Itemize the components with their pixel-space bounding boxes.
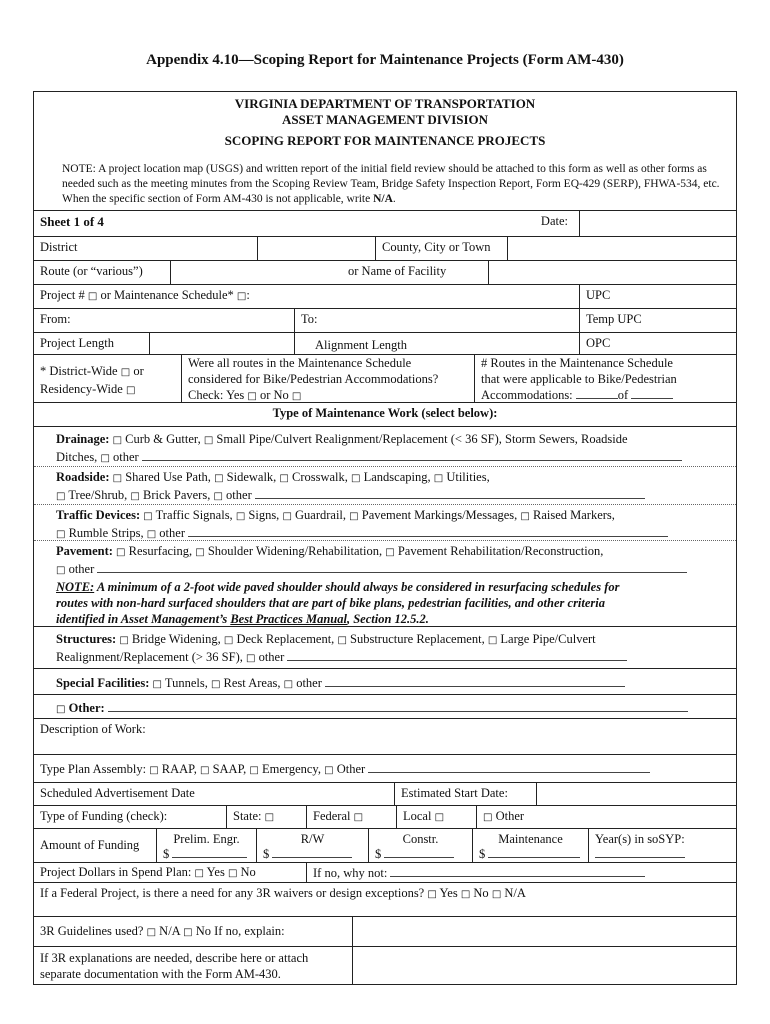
page-title: Appendix 4.10—Scoping Report for Maintenance Projects (Form AM-430) — [146, 52, 624, 68]
spend-no-checkbox[interactable]: □ — [227, 868, 238, 879]
division-name: ASSET MANAGEMENT DIVISION — [281, 112, 489, 127]
large-pipe-checkbox[interactable]: □ — [487, 635, 498, 646]
spend-plan-row — [34, 862, 736, 882]
routes-row — [34, 354, 736, 402]
special-row — [34, 668, 736, 694]
project-label: Project # □ or Maintenance Schedule* □: — [40, 288, 250, 302]
description-label: Description of Work: — [40, 722, 146, 736]
small-pipe-checkbox[interactable]: □ — [203, 435, 214, 446]
routes-total-field[interactable] — [631, 387, 673, 399]
sched-adv-label: Scheduled Advertisement Date — [40, 786, 195, 800]
routes-count: # Routes in the Maintenance Schedule that were applicable to Bike/Pedestrian Accommodations: of — [474, 355, 736, 402]
pavement-note: NOTE: A minimum of a 2-foot wide paved shoulder should always be considered in resurfacing schedules for routes with non-hard surfaced shoulders that are part of bike plans, pedestrian facilities, and other criteria identified in Asset Management’s Best Practices Manual, Section 12.5.2. — [56, 580, 620, 626]
raised-markers-checkbox[interactable]: □ — [520, 511, 530, 522]
state-option[interactable]: State: □ — [226, 806, 306, 828]
description-row — [34, 718, 736, 754]
explain-label: If 3R explanations are needed, describe here or attach separate documentation with the Form AM-430. — [40, 951, 309, 981]
project-length-label: Project Length — [40, 336, 114, 350]
raap-checkbox[interactable]: □ — [149, 765, 159, 776]
opc-label: OPC — [579, 333, 736, 354]
deck-replacement-checkbox[interactable]: □ — [223, 635, 234, 646]
other-work-checkbox[interactable]: □ — [56, 704, 66, 715]
traffic-row — [34, 504, 736, 540]
roadside-other-checkbox[interactable]: □ — [213, 491, 223, 502]
waiver-no-checkbox[interactable]: □ — [460, 889, 471, 900]
funding-type-label: Type of Funding (check): — [40, 809, 168, 823]
traffic-other-field[interactable] — [188, 525, 668, 537]
drainage-row — [34, 426, 736, 466]
district-wide-checkbox[interactable]: □ — [120, 367, 131, 378]
utilities-checkbox[interactable]: □ — [433, 473, 444, 484]
plan-other-field[interactable] — [368, 761, 650, 773]
crosswalk-checkbox[interactable]: □ — [279, 473, 289, 484]
special-other-field[interactable] — [325, 675, 625, 687]
saap-checkbox[interactable]: □ — [200, 765, 210, 776]
from-row — [34, 308, 736, 332]
maintenance-amount: Maintenance $ — [472, 829, 588, 862]
upc-label: UPC — [579, 285, 736, 308]
maintenance-title: Type of Maintenance Work (select below): — [272, 406, 498, 420]
guidelines: 3R Guidelines used? □ N/A □ No If no, explain: — [40, 924, 285, 938]
waiver-yes-checkbox[interactable]: □ — [427, 889, 437, 900]
sidewalk-checkbox[interactable]: □ — [214, 473, 224, 484]
routes-question: Were all routes in the Maintenance Schedule considered for Bike/Pedestrian Accommodations? Check: Yes □ or No □ — [181, 355, 474, 402]
structures-options: Structures: □ Bridge Widening, □ Deck Replacement, □ Substructure Replacement, □ Large Pipe/Culvert Realignment/Replacement (> 36 SF), □ other — [56, 631, 716, 667]
substructure-checkbox[interactable]: □ — [337, 635, 347, 646]
district-field[interactable] — [257, 237, 375, 260]
landscaping-checkbox[interactable]: □ — [351, 473, 361, 484]
plan-row — [34, 754, 736, 782]
roadside-options: Roadside: □ Shared Use Path, □ Sidewalk, □ Crosswalk, □ Landscaping, □ Utilities, □ Tree/Shrub, □ Brick Pavers, □ other — [56, 469, 716, 505]
sheet-label: Sheet 1 of 4 — [40, 214, 104, 229]
pavement-options: Pavement: □ Resurfacing, □ Shoulder Widening/Rehabilitation, □ Pavement Rehabilitation/Reconstruction, □ other NOTE: A minimum of a 2-foot wide paved shoulder should always be considered in resurfacing schedules for routes with non-hard surfaced shoulders that are part of bike plans, pedestrian facilities, and other criteria identified in Asset Management’s Best Practices Manual, Section 12.5.2. — [56, 543, 716, 627]
est-start-field[interactable] — [536, 783, 736, 805]
years-field[interactable] — [595, 846, 685, 858]
resurfacing-checkbox[interactable]: □ — [116, 547, 126, 558]
project-length-field[interactable] — [149, 333, 294, 354]
project-checkbox[interactable]: □ — [87, 291, 98, 302]
local-option[interactable]: Local □ — [396, 806, 476, 828]
traffic-options: Traffic Devices: □ Traffic Signals, □ Signs, □ Guardrail, □ Pavement Markings/Messages, □ Raised Markers, □ Rumble Strips, □ other — [56, 507, 716, 543]
years-sosyp: Year(s) in soSYP: — [588, 829, 736, 862]
explain-field[interactable] — [352, 947, 736, 984]
federal-option[interactable]: Federal □ — [306, 806, 396, 828]
plan-assembly: Type Plan Assembly: □ RAAP, □ SAAP, □ Emergency, □ Other — [34, 755, 736, 782]
district-row — [34, 236, 736, 260]
county-label: County, City or Town — [375, 237, 507, 260]
constr: Constr. $ — [368, 829, 472, 862]
constr-field[interactable] — [384, 846, 454, 858]
special-options: Special Facilities: □ Tunnels, □ Rest Areas, □ other — [56, 675, 716, 693]
drainage-options: Drainage: □ Curb & Gutter, □ Small Pipe/Culvert Realignment/Replacement (< 36 SF), Storm Sewers, Roadside Ditches, □ other — [56, 431, 716, 467]
schedule-row — [34, 782, 736, 805]
form-note: NOTE: A project location map (USGS) and written report of the initial field review should be attached to this form as well as other forms as needed such as the meeting minutes from the Scoping Review Team, Bridge Safety Inspection Report, Form EQ-429 (SERP), FHWA-534, etc. When the specific section of Form AM-430 is not applicable, write N/A. — [62, 163, 720, 205]
curb-gutter-checkbox[interactable]: □ — [112, 435, 123, 446]
waiver-na-checkbox[interactable]: □ — [491, 889, 502, 900]
funding-other-option[interactable]: □ Other — [476, 806, 594, 828]
spend-yes-checkbox[interactable]: □ — [194, 868, 204, 879]
roadside-row — [34, 466, 736, 504]
guidelines-explain-field[interactable] — [352, 917, 736, 946]
agency-name: VIRGINIA DEPARTMENT OF TRANSPORTATION — [234, 96, 536, 111]
residency-wide-checkbox[interactable]: □ — [125, 385, 136, 396]
brick-pavers-checkbox[interactable]: □ — [130, 491, 140, 502]
guardrail-checkbox[interactable]: □ — [282, 511, 292, 522]
shared-use-path-checkbox[interactable]: □ — [112, 473, 123, 484]
rw-field[interactable] — [272, 846, 352, 858]
maintenance-title-row — [34, 402, 736, 426]
county-field[interactable] — [507, 237, 736, 260]
special-other-checkbox[interactable]: □ — [283, 679, 294, 690]
routes-yes-checkbox[interactable]: □ — [247, 391, 257, 402]
route-label: Route (or “various”) — [40, 264, 143, 278]
emergency-checkbox[interactable]: □ — [249, 765, 259, 776]
state-checkbox[interactable]: □ — [264, 812, 275, 823]
drainage-other-field[interactable] — [142, 449, 682, 461]
maint-field[interactable] — [488, 846, 580, 858]
amount-label: Amount of Funding — [40, 838, 140, 852]
other-row — [34, 694, 736, 718]
facility-label: or Name of Facility — [348, 264, 447, 278]
structures-row — [34, 626, 736, 668]
amount-row — [34, 828, 736, 862]
pavement-markings-checkbox[interactable]: □ — [349, 511, 359, 522]
route-row — [34, 260, 736, 284]
shoulder-widening-checkbox[interactable]: □ — [195, 547, 205, 558]
date-field[interactable] — [579, 211, 736, 236]
tunnels-checkbox[interactable]: □ — [152, 679, 162, 690]
traffic-other-checkbox[interactable]: □ — [146, 529, 157, 540]
spend-plan: Project Dollars in Spend Plan: □ Yes □ No — [40, 865, 256, 879]
pavement-rehab-checkbox[interactable]: □ — [385, 547, 395, 558]
district-wide-label: * District-Wide □ or Residency-Wide □ — [40, 364, 144, 396]
pavement-other-checkbox[interactable]: □ — [56, 565, 66, 576]
routes-count-field[interactable] — [576, 387, 618, 399]
rest-areas-checkbox[interactable]: □ — [210, 679, 221, 690]
traffic-signals-checkbox[interactable]: □ — [143, 511, 153, 522]
form-header — [34, 96, 736, 149]
funding-type-row — [34, 805, 736, 828]
sheet-row — [34, 210, 736, 236]
routes-no-checkbox[interactable]: □ — [291, 391, 302, 402]
structures-other-field[interactable] — [287, 649, 627, 661]
pavement-other-field[interactable] — [97, 561, 687, 573]
tree-shrub-checkbox[interactable]: □ — [56, 491, 66, 502]
guidelines-no-checkbox[interactable]: □ — [183, 927, 193, 938]
explain-row — [34, 946, 736, 984]
date-label: Date: — [540, 214, 568, 228]
prelim-field[interactable] — [172, 846, 247, 858]
from-label: From: — [40, 312, 71, 326]
structures-other-checkbox[interactable]: □ — [246, 653, 256, 664]
rw: R/W $ — [256, 829, 368, 862]
other-option: □ Other: — [56, 700, 716, 718]
federal-checkbox[interactable]: □ — [353, 812, 364, 823]
project-row — [34, 284, 736, 308]
other-work-field[interactable] — [108, 700, 688, 712]
funding-other-checkbox[interactable]: □ — [483, 812, 493, 823]
report-name: SCOPING REPORT FOR MAINTENANCE PROJECTS — [224, 133, 546, 148]
guidelines-na-checkbox[interactable]: □ — [146, 927, 157, 938]
drainage-other-checkbox[interactable]: □ — [100, 453, 110, 464]
signs-checkbox[interactable]: □ — [235, 511, 246, 522]
why-not-field[interactable] — [390, 865, 645, 877]
district-label: District — [40, 240, 78, 254]
temp-upc-label: Temp UPC — [579, 309, 736, 332]
pavement-row — [34, 540, 736, 626]
roadside-other-field[interactable] — [255, 487, 645, 499]
federal-question: If a Federal Project, is there a need for any 3R waivers or design exceptions? □ Yes □ No □ N/A — [40, 886, 526, 900]
rumble-strips-checkbox[interactable]: □ — [56, 529, 66, 540]
length-row — [34, 332, 736, 354]
schedule-checkbox[interactable]: □ — [236, 291, 247, 302]
facility-field[interactable] — [488, 261, 736, 284]
bridge-widening-checkbox[interactable]: □ — [119, 635, 129, 646]
local-checkbox[interactable]: □ — [434, 812, 445, 823]
est-start-label: Estimated Start Date: — [394, 783, 536, 805]
route-field[interactable] — [170, 261, 342, 284]
scoping-form — [33, 91, 737, 985]
plan-other-checkbox[interactable]: □ — [324, 765, 334, 776]
alignment-length-label: Alignment Length — [294, 333, 579, 354]
prelim-engr: Prelim. Engr. $ — [156, 829, 256, 862]
federal-q-row — [34, 882, 736, 916]
why-not: If no, why not: — [306, 863, 736, 882]
to-label: To: — [294, 309, 579, 332]
guidelines-row — [34, 916, 736, 946]
